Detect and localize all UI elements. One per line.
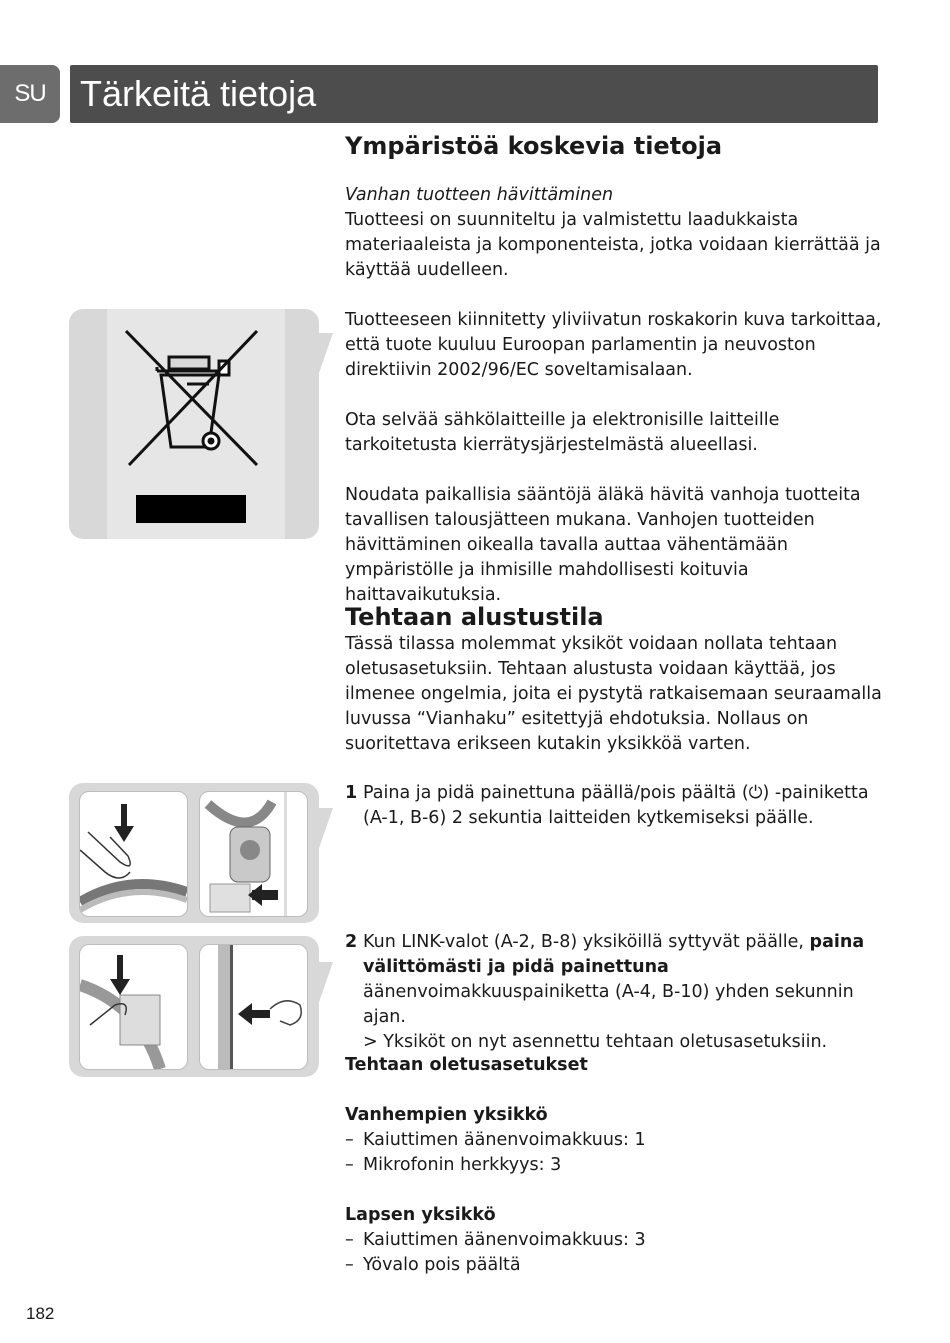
list-item-text: Yövalo pois päältä (363, 1255, 521, 1275)
list-item-text: Kaiuttimen äänenvoimakkuus: 1 (363, 1130, 646, 1150)
list-item (345, 1228, 890, 1253)
step2-image-right (199, 944, 308, 1070)
parent-unit-heading: Vanhempien yksikkö (345, 1105, 548, 1125)
step-text: Paina ja pidä painettuna päällä/pois päältä (⏻) -painiketta (A-1, B-6) 2 sekuntia laitteiden kytkemiseksi päälle. (363, 783, 869, 828)
subheading: Vanhan tuotteen hävittäminen (345, 185, 614, 205)
section-heading: Tehtaan alustustila (345, 603, 604, 631)
step-text: Kun LINK-valot (A-2, B-8) yksiköillä syttyvät päälle, (363, 932, 810, 952)
section-heading: Ympäristöä koskevia tietoja (345, 132, 723, 160)
defaults-section (345, 1053, 890, 1278)
list-item (345, 1253, 890, 1278)
step1-image-left (79, 791, 188, 917)
step-text: äänenvoimakkuuspainiketta (A-4, B-10) yhden sekunnin ajan. (363, 982, 854, 1027)
paragraph: Tuotteeseen kiinnitetty yliviivatun roskakorin kuva tarkoittaa, että tuote kuuluu Euroopan parlamentin ja neuvoston direktiivin 2002/96/EC soveltamisalaan. (345, 310, 882, 380)
step2-image-left (79, 944, 188, 1070)
reset-section (345, 602, 890, 757)
callout-pointer (319, 808, 333, 848)
step-number: 1 (345, 783, 358, 803)
step-text-bold: paina välittömästi ja pidä painettuna (363, 932, 865, 977)
defaults-heading: Tehtaan oletusasetukset (345, 1055, 588, 1075)
list-item (345, 1153, 890, 1178)
list-item (345, 1128, 890, 1153)
page-number: 182 (26, 1304, 55, 1323)
weee-panel (69, 309, 319, 539)
dash: – (345, 1230, 354, 1250)
step1-image-right (199, 791, 308, 917)
crossed-out-bin-icon (69, 309, 319, 539)
paragraph: Tässä tilassa molemmat yksiköt voidaan nollata tehtaan oletusasetuksiin. Tehtaan alustusta voidaan käyttää, jos ilmenee ongelmia, joita ei pystytä ratkaisemaan seuraamalla luvussa “Vianhaku” esitettyjä ehdotuksia. Nollaus on suoritettava erikseen kutakin yksikköä varten. (345, 634, 882, 754)
paragraph: Noudata paikallisia sääntöjä äläkä hävitä vanhoja tuotteita tavallisen talousjätteen mukana. Vanhojen tuotteiden hävittäminen oikealla tavalla auttaa vähentämään ympäristölle ja ihmisille mahdollisesti koituvia haittavaikutuksia. (345, 485, 861, 605)
step-number: 2 (345, 932, 358, 952)
list-item-text: Mikrofonin herkkyys: 3 (363, 1155, 562, 1175)
step1-illustration-panel (69, 783, 319, 923)
step-2 (345, 930, 890, 1055)
step-1 (345, 781, 890, 831)
child-unit-heading: Lapsen yksikkö (345, 1205, 496, 1225)
callout-pointer (319, 333, 333, 373)
step2-illustration-panel (69, 936, 319, 1077)
paragraph: Ota selvää sähkölaitteille ja elektronisille laitteille tarkoitetusta kierrätysjärjestelmästä alueellasi. (345, 410, 780, 455)
language-tab: SU (0, 65, 60, 123)
step-result: > Yksiköt on nyt asennettu tehtaan oletusasetuksiin. (363, 1032, 828, 1052)
dash: – (345, 1130, 354, 1150)
environment-section (345, 131, 890, 608)
dash: – (345, 1255, 354, 1275)
page-title: Tärkeitä tietoja (70, 65, 878, 123)
paragraph: Tuotteesi on suunniteltu ja valmistettu laadukkaista materiaaleista ja komponenteista, jotka voidaan kierrättää ja käyttää uudelleen. (345, 210, 881, 280)
dash: – (345, 1155, 354, 1175)
list-item-text: Kaiuttimen äänenvoimakkuus: 3 (363, 1230, 646, 1250)
callout-pointer (319, 962, 333, 1002)
